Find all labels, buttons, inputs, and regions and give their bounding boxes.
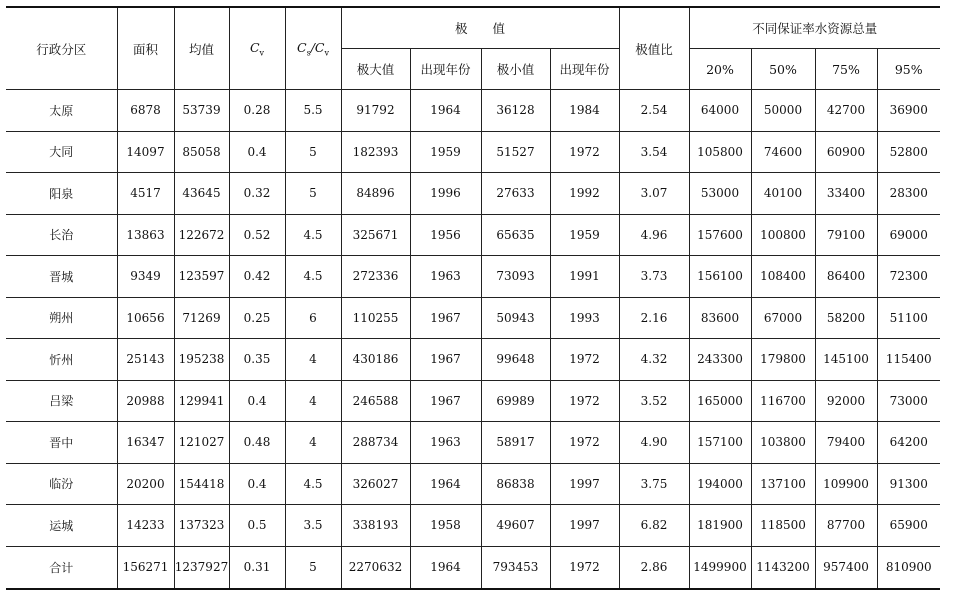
cell-extreme-ratio: 3.07	[619, 173, 689, 215]
cell-extreme-ratio: 4.32	[619, 339, 689, 381]
cell-area: 10656	[117, 297, 174, 339]
cell-min-year: 1992	[550, 173, 619, 215]
cell-p50: 103800	[751, 422, 815, 464]
cell-min-value: 793453	[481, 546, 550, 589]
cell-p95: 115400	[877, 339, 940, 381]
cell-extreme-ratio: 2.54	[619, 90, 689, 132]
cell-p75: 87700	[815, 505, 877, 547]
cell-region: 晋中	[6, 422, 117, 464]
cell-p20: 53000	[689, 173, 751, 215]
water-resources-table	[6, 6, 940, 590]
cell-p95: 52800	[877, 131, 940, 173]
cell-p20: 64000	[689, 90, 751, 132]
cell-p75: 957400	[815, 546, 877, 589]
cell-min-year: 1972	[550, 339, 619, 381]
table-row	[6, 297, 940, 339]
cell-p95: 69000	[877, 214, 940, 256]
cell-cs-cv: 5.5	[285, 90, 341, 132]
cell-max-value: 84896	[341, 173, 410, 215]
cell-min-value: 99648	[481, 339, 550, 381]
cell-p50: 1143200	[751, 546, 815, 589]
cell-p50: 67000	[751, 297, 815, 339]
table-row	[6, 463, 940, 505]
cell-cs-cv: 4	[285, 339, 341, 381]
cell-max-value: 430186	[341, 339, 410, 381]
header-max-value: 极大值	[341, 49, 410, 90]
cell-area: 6878	[117, 90, 174, 132]
cell-p95: 73000	[877, 380, 940, 422]
table-row	[6, 256, 940, 298]
cell-cv: 0.48	[229, 422, 285, 464]
cell-max-value: 325671	[341, 214, 410, 256]
header-p95: 95%	[877, 49, 940, 90]
cell-mean: 122672	[174, 214, 229, 256]
cell-area: 14097	[117, 131, 174, 173]
cell-cs-cv: 5	[285, 131, 341, 173]
cell-region: 吕梁	[6, 380, 117, 422]
header-max-year: 出现年份	[410, 49, 481, 90]
cell-p50: 116700	[751, 380, 815, 422]
cell-region: 长治	[6, 214, 117, 256]
cell-mean: 195238	[174, 339, 229, 381]
cell-cv: 0.25	[229, 297, 285, 339]
cell-area: 20988	[117, 380, 174, 422]
cell-p50: 74600	[751, 131, 815, 173]
cell-extreme-ratio: 2.16	[619, 297, 689, 339]
cell-cs-cv: 4	[285, 422, 341, 464]
cell-p75: 42700	[815, 90, 877, 132]
cell-area: 16347	[117, 422, 174, 464]
cell-p50: 100800	[751, 214, 815, 256]
header-p50: 50%	[751, 49, 815, 90]
cell-mean: 53739	[174, 90, 229, 132]
cell-area: 156271	[117, 546, 174, 589]
cell-p20: 157100	[689, 422, 751, 464]
cell-p20: 156100	[689, 256, 751, 298]
cell-cv: 0.32	[229, 173, 285, 215]
cell-min-value: 73093	[481, 256, 550, 298]
table-row	[6, 131, 940, 173]
table-row	[6, 505, 940, 547]
cell-min-value: 36128	[481, 90, 550, 132]
cell-area: 14233	[117, 505, 174, 547]
cell-region: 晋城	[6, 256, 117, 298]
cell-p75: 145100	[815, 339, 877, 381]
cell-max-value: 2270632	[341, 546, 410, 589]
cell-region: 阳泉	[6, 173, 117, 215]
cell-region: 运城	[6, 505, 117, 547]
cell-cv: 0.4	[229, 131, 285, 173]
cell-cv: 0.4	[229, 463, 285, 505]
cell-max-year: 1964	[410, 463, 481, 505]
cell-region: 合计	[6, 546, 117, 589]
cell-cv: 0.5	[229, 505, 285, 547]
cell-p75: 109900	[815, 463, 877, 505]
cell-extreme-ratio: 3.75	[619, 463, 689, 505]
cell-mean: 121027	[174, 422, 229, 464]
cell-min-year: 1991	[550, 256, 619, 298]
cell-area: 13863	[117, 214, 174, 256]
cell-region: 大同	[6, 131, 117, 173]
cell-region: 朔州	[6, 297, 117, 339]
cell-min-year: 1997	[550, 505, 619, 547]
cell-mean: 123597	[174, 256, 229, 298]
cell-cs-cv: 4.5	[285, 214, 341, 256]
cell-cs-cv: 4	[285, 380, 341, 422]
table-row	[6, 380, 940, 422]
cell-cv: 0.52	[229, 214, 285, 256]
cell-p95: 36900	[877, 90, 940, 132]
cell-mean: 129941	[174, 380, 229, 422]
cell-max-value: 288734	[341, 422, 410, 464]
cell-p50: 179800	[751, 339, 815, 381]
cell-cs-cv: 3.5	[285, 505, 341, 547]
cell-p50: 40100	[751, 173, 815, 215]
cell-max-value: 246588	[341, 380, 410, 422]
cell-p20: 157600	[689, 214, 751, 256]
cell-min-value: 51527	[481, 131, 550, 173]
table-body	[6, 90, 940, 589]
cell-p20: 194000	[689, 463, 751, 505]
cell-max-value: 338193	[341, 505, 410, 547]
cell-p20: 83600	[689, 297, 751, 339]
header-region: 行政分区	[6, 7, 117, 90]
cell-cs-cv: 5	[285, 173, 341, 215]
cell-max-year: 1964	[410, 90, 481, 132]
cell-min-year: 1972	[550, 131, 619, 173]
cell-area: 4517	[117, 173, 174, 215]
cell-max-value: 326027	[341, 463, 410, 505]
cell-extreme-ratio: 3.52	[619, 380, 689, 422]
cell-p75: 79100	[815, 214, 877, 256]
cell-max-year: 1963	[410, 422, 481, 464]
cell-p20: 181900	[689, 505, 751, 547]
cell-max-year: 1996	[410, 173, 481, 215]
header-p75: 75%	[815, 49, 877, 90]
cell-p75: 58200	[815, 297, 877, 339]
cell-max-value: 91792	[341, 90, 410, 132]
cell-min-value: 49607	[481, 505, 550, 547]
cell-p75: 60900	[815, 131, 877, 173]
cell-p50: 137100	[751, 463, 815, 505]
cell-max-year: 1958	[410, 505, 481, 547]
cell-p95: 91300	[877, 463, 940, 505]
cell-min-value: 50943	[481, 297, 550, 339]
header-area: 面积	[117, 7, 174, 90]
cell-p75: 33400	[815, 173, 877, 215]
cell-p95: 51100	[877, 297, 940, 339]
cell-max-year: 1967	[410, 339, 481, 381]
cell-min-value: 86838	[481, 463, 550, 505]
header-cs-cv-ratio: $C_s/C_v$	[285, 7, 341, 90]
cell-p75: 92000	[815, 380, 877, 422]
cell-cs-cv: 5	[285, 546, 341, 589]
cell-cv: 0.28	[229, 90, 285, 132]
header-mean: 均值	[174, 7, 229, 90]
header-min-year: 出现年份	[550, 49, 619, 90]
table-row	[6, 214, 940, 256]
cell-mean: 154418	[174, 463, 229, 505]
header-extreme-ratio: 极值比	[619, 7, 689, 90]
cell-p50: 50000	[751, 90, 815, 132]
cell-min-year: 1993	[550, 297, 619, 339]
cell-extreme-ratio: 2.86	[619, 546, 689, 589]
table-row	[6, 173, 940, 215]
cell-cv: 0.42	[229, 256, 285, 298]
cell-p95: 65900	[877, 505, 940, 547]
cell-extreme-ratio: 4.96	[619, 214, 689, 256]
cell-p50: 108400	[751, 256, 815, 298]
cell-extreme-ratio: 6.82	[619, 505, 689, 547]
cell-p95: 810900	[877, 546, 940, 589]
table-row	[6, 422, 940, 464]
cell-max-year: 1967	[410, 380, 481, 422]
cell-p95: 28300	[877, 173, 940, 215]
cell-area: 25143	[117, 339, 174, 381]
cell-min-value: 27633	[481, 173, 550, 215]
cell-area: 9349	[117, 256, 174, 298]
cell-cs-cv: 4.5	[285, 256, 341, 298]
cell-region: 临汾	[6, 463, 117, 505]
cell-max-value: 110255	[341, 297, 410, 339]
cell-min-year: 1972	[550, 422, 619, 464]
cell-p95: 64200	[877, 422, 940, 464]
cell-p20: 105800	[689, 131, 751, 173]
cell-p75: 86400	[815, 256, 877, 298]
cell-min-year: 1984	[550, 90, 619, 132]
header-p20: 20%	[689, 49, 751, 90]
cell-max-year: 1963	[410, 256, 481, 298]
cell-min-value: 65635	[481, 214, 550, 256]
cell-region: 忻州	[6, 339, 117, 381]
cell-p20: 165000	[689, 380, 751, 422]
cell-p50: 118500	[751, 505, 815, 547]
table-header	[6, 7, 940, 90]
cell-cs-cv: 4.5	[285, 463, 341, 505]
cell-max-value: 272336	[341, 256, 410, 298]
cell-min-year: 1959	[550, 214, 619, 256]
header-cv: $C_v$	[229, 7, 285, 90]
cell-max-value: 182393	[341, 131, 410, 173]
cell-mean: 43645	[174, 173, 229, 215]
header-extreme-group: 极 值	[341, 7, 619, 49]
cell-p75: 79400	[815, 422, 877, 464]
cell-mean: 137323	[174, 505, 229, 547]
table-row	[6, 90, 940, 132]
cell-max-year: 1956	[410, 214, 481, 256]
cell-extreme-ratio: 3.54	[619, 131, 689, 173]
cell-extreme-ratio: 4.90	[619, 422, 689, 464]
cell-mean: 85058	[174, 131, 229, 173]
cell-mean: 71269	[174, 297, 229, 339]
cell-min-year: 1972	[550, 546, 619, 589]
cell-region: 太原	[6, 90, 117, 132]
cell-cs-cv: 6	[285, 297, 341, 339]
cell-cv: 0.31	[229, 546, 285, 589]
cell-max-year: 1967	[410, 297, 481, 339]
table-row	[6, 546, 940, 589]
header-total-group: 不同保证率水资源总量	[689, 7, 940, 49]
cell-min-value: 69989	[481, 380, 550, 422]
cell-max-year: 1959	[410, 131, 481, 173]
cell-extreme-ratio: 3.73	[619, 256, 689, 298]
cell-min-year: 1997	[550, 463, 619, 505]
cell-p20: 243300	[689, 339, 751, 381]
cell-p95: 72300	[877, 256, 940, 298]
cell-cv: 0.35	[229, 339, 285, 381]
cell-p20: 1499900	[689, 546, 751, 589]
header-min-value: 极小值	[481, 49, 550, 90]
table-row	[6, 339, 940, 381]
cell-max-year: 1964	[410, 546, 481, 589]
cell-min-year: 1972	[550, 380, 619, 422]
cell-area: 20200	[117, 463, 174, 505]
cell-min-value: 58917	[481, 422, 550, 464]
cell-cv: 0.4	[229, 380, 285, 422]
cell-mean: 1237927	[174, 546, 229, 589]
